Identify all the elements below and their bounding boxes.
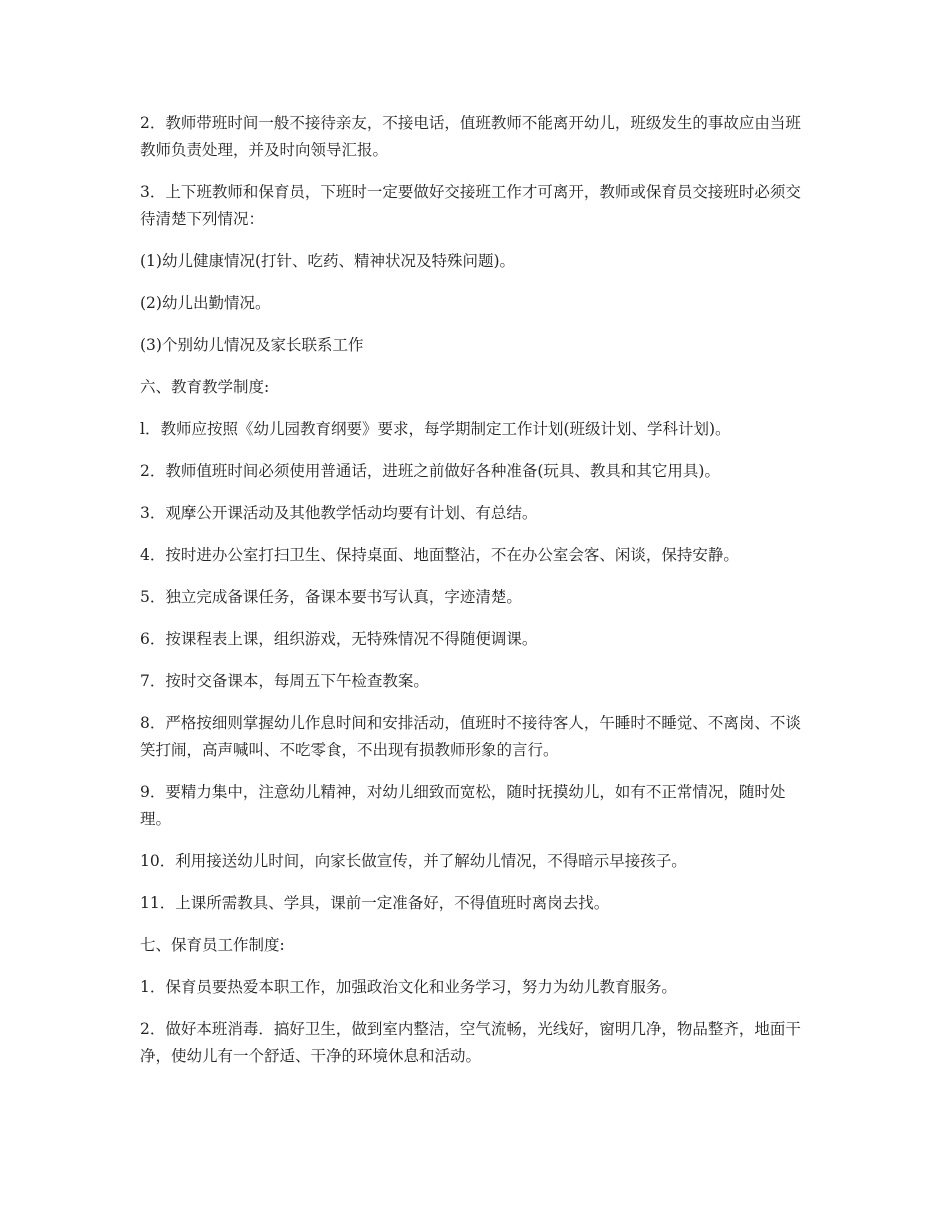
paragraph-teaching-rule-9: 9．要精力集中，注意幼儿精神，对幼儿细致而宽松，随时抚摸幼儿，如有不正常情况，随时处理。 [140, 783, 786, 828]
paragraph-teaching-rule-11: 11．上课所需教具、学具，课前一定准备好，不得值班时离岗去找。 [140, 894, 610, 912]
paragraph-caregiver-rule-1: 1．保育员要热爱本职工作，加强政治文化和业务学习，努力为幼儿教育服务。 [140, 978, 677, 996]
section-heading-teaching-system: 六、教育教学制度: [140, 378, 270, 396]
paragraph-teaching-rule-6: 6．按课程表上课，组织游戏，无特殊情况不得随便调课。 [140, 630, 538, 648]
paragraph-teaching-rule-5: 5．独立完成备课任务，备课本要书写认真，字迹清楚。 [140, 588, 522, 606]
paragraph-handover-rule-3: 3．上下班教师和保育员，下班时一定要做好交接班工作才可离开，教师或保育员交接班时必须交待清楚下列情况： [140, 183, 801, 228]
paragraph-teaching-rule-2: 2．教师值班时间必须使用普通话，进班之前做好各种准备(玩具、教具和其它用具)。 [140, 462, 720, 480]
paragraph-handover-item-2: (2)幼儿出勤情况。 [140, 294, 271, 312]
paragraph-teaching-rule-8: 8．严格按细则掌握幼儿作息时间和安排活动，值班时不接待客人，午睡时不睡觉、不离岗、不谈笑打闹，高声喊叫、不吃零食，不出现有损教师形象的言行。 [140, 714, 801, 759]
paragraph-handover-item-3: (3)个别幼儿情况及家长联系工作 [140, 336, 364, 354]
paragraph-teaching-rule-3: 3．观摩公开课活动及其他教学恬动均要有计划、有总结。 [140, 504, 538, 522]
paragraph-teaching-rule-1: l．教师应按照《幼儿园教育纲要》要求，每学期制定工作计划(班级计划、学科计划)。 [140, 420, 731, 438]
paragraph-teaching-rule-10: 10．利用接送幼儿时间，向家长做宣传，并了解幼儿情况，不得暗示早接孩子。 [140, 852, 687, 870]
paragraph-teacher-duty-rule-2: 2．教师带班时间一般不接待亲友，不接电话，值班教师不能离开幼儿，班级发生的事故应由当班教师负责处理，并及时向领导汇报。 [140, 114, 801, 159]
section-heading-caregiver-system: 七、保育员工作制度: [140, 936, 285, 954]
paragraph-handover-item-1: (1)幼儿健康情况(打针、吃药、精神状况及特殊问题)。 [140, 252, 516, 270]
paragraph-teaching-rule-4: 4．按时进办公室打扫卫生、保持桌面、地面整沾，不在办公室会客、闲谈，保持安静。 [140, 546, 739, 564]
document-page [140, 110, 810, 1085]
paragraph-caregiver-rule-2: 2．做好本班消毒．搞好卫生，做到室内整洁，空气流畅，光线好，窗明几净，物品整齐，地面干净，使幼儿有一个舒适、干净的环境休息和活动。 [140, 1020, 801, 1065]
paragraph-teaching-rule-7: 7．按时交备课本，每周五下午检查教案。 [140, 672, 429, 690]
